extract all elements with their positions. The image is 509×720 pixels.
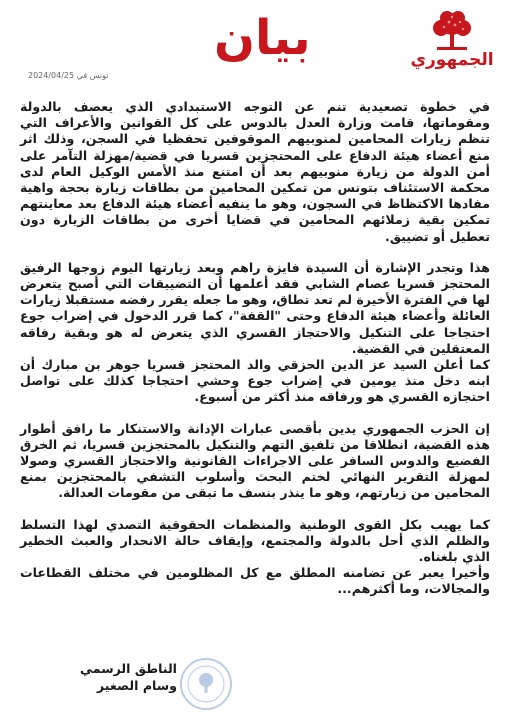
- paragraph: إن الحزب الجمهوري يدين بأقصى عبارات الإدانة والاستنكار ما رافق أطوار هذه القضية، انطلاقا من تلفيق التهم والتنكيل بالمحتجزين قسريا، ثم الخرق الفضيع والدوس السافر على الاجراءات القانونية والاحتجاز القسري وصولا لمهزلة التقرير النهائي لختم البحث وأسلوب التشفي بالمحتجزين بمنع المحامين من زيارتهم، وهو ما ينذر بنسف ما تبقى من مقومات العدالة.: [20, 420, 490, 501]
- paragraph: في خطوة تصعيدية تنم عن التوجه الاستبدادي الذي يعصف بالدولة ومقوماتها، قامت وزارة العدل بالدوس على كل القوانين والأعراف التي تنظم زيارات المحامين لمنوبيهم الموقوفين تحفظيا في السجن، وذلك اثر منع أعضاء هيئة الدفاع على المحتجزين قسريا في قضية/مهزلة التآمر على أمن الدولة من زيارة منوبيهم بعد أن امتنع منذ الأمس الوكيل العام لدى محكمة الاستئناف بتونس من تمكين المحامين من بطاقات زيارة بحجة واهية مفادها الاكتظاظ في السجون، وهو ما ينفيه أعضاء هيئة الدفاع بعد معاينتهم تمكين بقية زملائهم المحامين في قضايا أخرى من بطاقات الزيارة دون تعطيل أو تضييق.: [20, 99, 490, 244]
- party-logo: [409, 10, 495, 76]
- paragraph: هذا وتجدر الإشارة أن السيدة فايزة راهم وبعد زيارتها اليوم زوجها الرفيق المحتجز قسريا عصام الشابي فقد أعلمها أن التضييقات التي أصبح يتعرض لها في الفترة الأخيرة لم تعد تطاق، وهو ما جعله يقرر رفضه مستقبلا زيارات العائلة وأعضاء هيئة الدفاع وحتى "القفة"، كما قرر الدخول في إضراب جوع احتجاجا على التنكيل والاحتجاز القسري الذي يتعرض له هو وبقية رفاقه المعتقلين في القضية.: [20, 259, 490, 356]
- tree-icon: [427, 10, 477, 54]
- page-title: بيان: [214, 10, 311, 66]
- signature-name: وسام الصغير: [96, 678, 177, 693]
- signature-block: [27, 660, 177, 694]
- paragraph: وأخيرا يعبر عن تضامنه المطلق مع كل المظلومين في مختلف القطاعات والمجالات، وما أكثرهم...: [20, 565, 490, 597]
- date-line: تونس في 2024/04/25: [28, 71, 109, 80]
- paragraph: كما يهيب بكل القوى الوطنية والمنظمات الحقوقية التصدي لهذا التسلط والظلم الذي أحل بالدولة والمجتمع، وإيقاف حالة الانحدار والعبث الخطير الذي بلغناه.: [20, 516, 490, 565]
- party-stamp: [176, 656, 236, 712]
- logo-wordmark: الجمهوري: [410, 50, 494, 70]
- statement-body: [20, 99, 490, 598]
- paragraph: كما أعلن السيد عز الدين الحزقي والد المحتجز قسريا جوهر بن مبارك أن ابنه دخل منذ يومين في إضراب جوع وحشي احتجاجا كذلك على تواصل احتجازه القسري هو ورفاقه منذ أكثر من أسبوع.: [20, 357, 490, 405]
- signature-role: الناطق الرسمي: [80, 661, 177, 676]
